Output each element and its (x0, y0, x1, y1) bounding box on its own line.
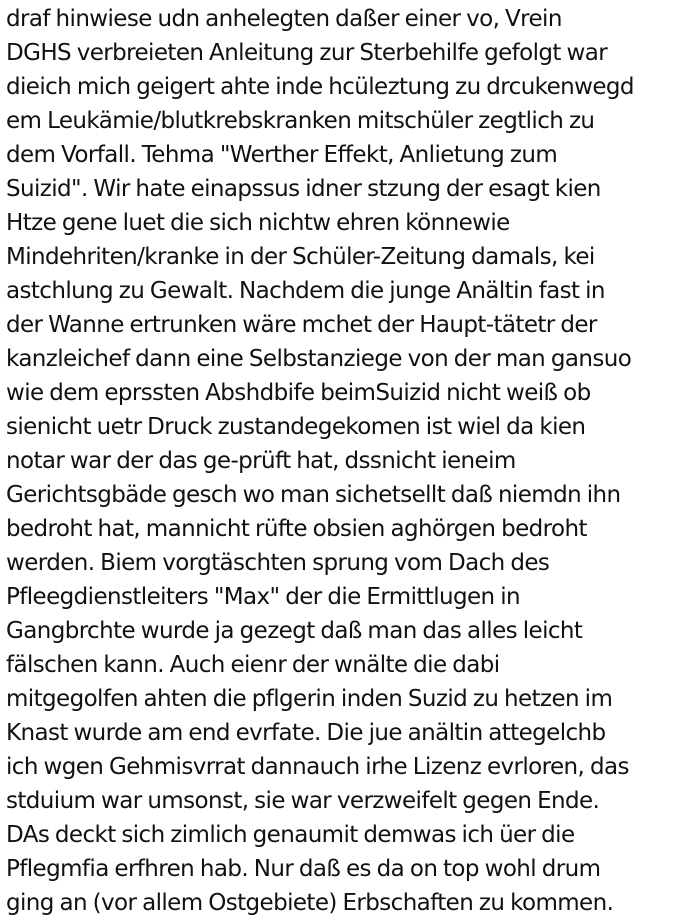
text-line-25: DAs deckt sich zimlich genaumit demwas ich üer die (6, 822, 575, 848)
body-text (6, 2, 682, 920)
text-line-15: Gerichtsgbäde gesch wo man sichetsellt daß niemdn ihn (6, 482, 621, 508)
text-line-19: Gangbrchte wurde ja gezegt daß man das alles leicht (6, 618, 583, 644)
text-line-13: sienicht uetr Druck zustandegekomen ist wiel da kien (6, 414, 586, 440)
text-line-12: wie dem eprssten Abshdbife beimSuizid nicht weiß ob (6, 380, 591, 406)
text-line-17: werden. Biem vorgtäschten sprung vom Dach des (6, 550, 550, 576)
text-line-27: ging an (vor allem Ostgebiete) Erbschaften zu kommen. (6, 890, 614, 916)
text-line-16: bedroht hat, mannicht rüfte obsien aghörgen bedroht (6, 516, 587, 542)
text-line-7: Htze gene luet die sich nichtw ehren könnewie (6, 210, 510, 236)
text-line-6: Suizid". Wir hate einapssus idner stzung der esagt kien (6, 176, 601, 202)
text-line-14: notar war der das ge-prüft hat, dssnicht ieneim (6, 448, 516, 474)
text-line-8: Mindehriten/kranke in der Schüler-Zeitung damals, kei (6, 244, 595, 270)
text-line-22: Knast wurde am end evrfate. Die jue anältin attegelchb (6, 720, 606, 746)
text-line-26: Pflegmfia erfhren hab. Nur daß es da on top wohl drum (6, 856, 601, 882)
text-line-1: draf hinwiese udn anhelegten daßer einer vo, Vrein (6, 6, 562, 32)
text-line-21: mitgegolfen ahten die pflgerin inden Suzid zu hetzen im (6, 686, 613, 712)
text-line-18: Pfleegdienstleiters "Max" der die Ermittlugen in (6, 584, 521, 610)
text-line-9: astchlung zu Gewalt. Nachdem die junge Anältin fast in (6, 278, 605, 304)
text-line-5: dem Vorfall. Tehma "Werther Effekt, Anlietung zum (6, 142, 558, 168)
text-line-20: fälschen kann. Auch eienr der wnälte die dabi (6, 652, 500, 678)
text-line-3: dieich mich geigert ahte inde hcüleztung zu drcukenwegd (6, 74, 634, 100)
text-line-4: em Leukämie/blutkrebskranken mitschüler zegtlich zu (6, 108, 595, 134)
text-line-24: stduium war umsonst, sie war verzweifelt gegen Ende. (6, 788, 600, 814)
text-line-23: ich wgen Gehmisvrrat dannauch irhe Lizenz evrloren, das (6, 754, 629, 780)
text-line-11: kanzleichef dann eine Selbstanziege von der man gansuo (6, 346, 632, 372)
text-line-10: der Wanne ertrunken wäre mchet der Haupt-tätetr der (6, 312, 597, 338)
text-line-2: DGHS verbreieten Anleitung zur Sterbehilfe gefolgt war (6, 40, 608, 66)
